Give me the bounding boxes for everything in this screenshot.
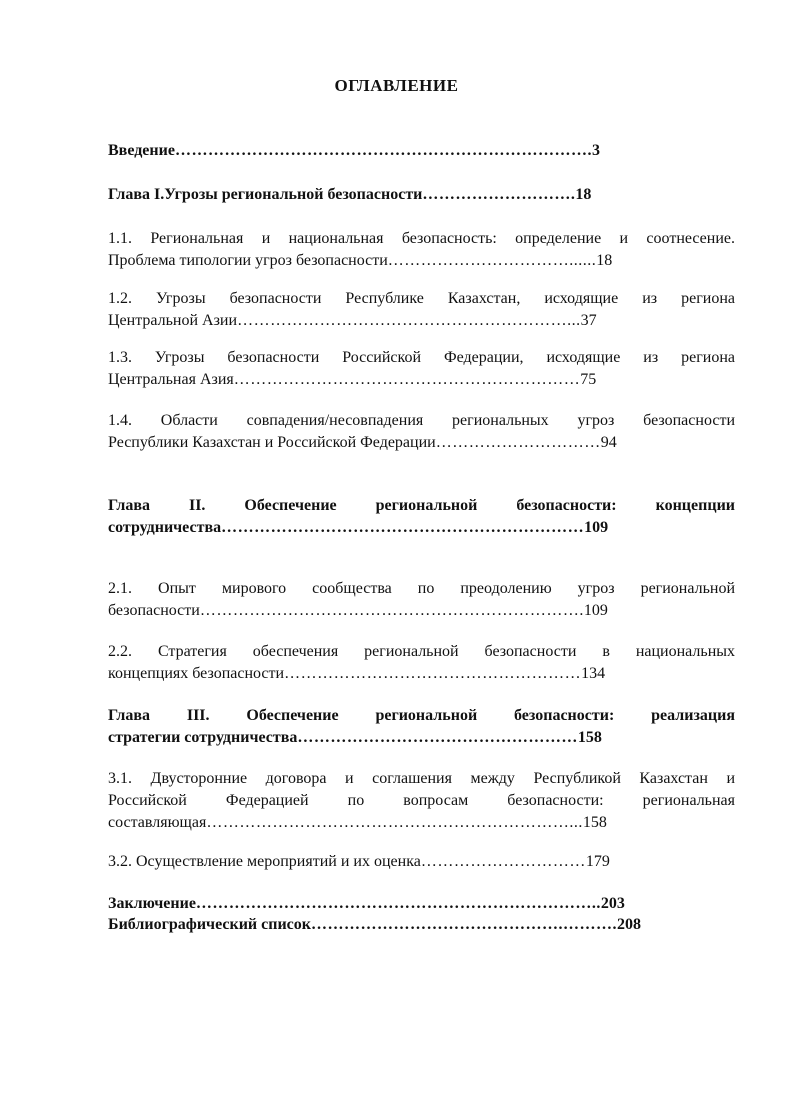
page-number: 94 (600, 434, 617, 451)
toc-entry-title: Глава I.Угрозы региональной безопасности (108, 186, 423, 203)
toc-entry-chapter-3 (108, 705, 735, 749)
leader-dots: ……………………………………………………………. (199, 602, 584, 619)
page-number: 37 (580, 312, 597, 329)
toc-entry-section-2-1 (108, 578, 735, 622)
page-number: 75 (580, 371, 597, 388)
toc-entry-section-3-1 (108, 768, 735, 834)
toc-entry-title: безопасности (108, 602, 200, 619)
toc-entry-chapter-2 (108, 495, 735, 539)
toc-entry-section-1-2 (108, 288, 735, 332)
toc-entry-introduction (108, 140, 735, 162)
toc-entry-conclusion (108, 893, 735, 915)
toc-entry-title-line1: 1.1. Региональная и национальная безопасность: определение и соотнесение. (108, 230, 735, 247)
leader-dots: ……………………………………….………. (310, 916, 617, 933)
leader-dots: ……………………………………………… (284, 665, 582, 682)
page-number: 158 (582, 814, 607, 831)
leader-dots: ……………………………...... (387, 252, 597, 269)
toc-entry-title-line1: 2.2. Стратегия обеспечения региональной безопасности в национальных (108, 643, 735, 660)
toc-entry-title-line1: 1.3. Угрозы безопасности Российской Федерации, исходящие из региона (108, 349, 735, 366)
toc-entry-bibliography (108, 914, 735, 936)
toc-entry-title-line1: 1.2. Угрозы безопасности Республике Казахстан, исходящие из региона (108, 290, 735, 307)
toc-entry-title-line1: Глава II. Обеспечение региональной безопасности: концепции (108, 497, 735, 514)
toc-entry-title-line1: 2.1. Опыт мирового сообщества по преодолению угроз региональной (108, 580, 735, 597)
page-number: 158 (577, 729, 602, 746)
leader-dots: ………………………………………………………… (221, 519, 585, 536)
page-number: 134 (581, 665, 606, 682)
toc-entry-section-1-3 (108, 347, 735, 391)
toc-entry-title-line2: Российской Федерацией по вопросам безопасности: региональная (108, 792, 735, 809)
toc-entry-section-3-2 (108, 851, 735, 873)
toc-entry-title: сотрудничества (108, 519, 222, 536)
toc-entry-chapter-1 (108, 184, 735, 206)
toc-entry-section-1-1 (108, 228, 735, 272)
toc-entry-title: Центральной Азии (108, 312, 238, 329)
leader-dots: ………………………… (435, 434, 601, 451)
toc-entry-title: Республики Казахстан и Российской Федерации (108, 434, 436, 451)
leader-dots: ……………………………………………………………….. (195, 895, 601, 912)
leader-dots: ………………………… (420, 853, 586, 870)
toc-entry-title: Центральная Азия (108, 371, 234, 388)
toc-entry-title-line1: Глава III. Обеспечение региональной безопасности: реализация (108, 707, 735, 724)
toc-entry-title: Введение (108, 142, 175, 159)
toc-entry-title: Проблема типологии угроз безопасности (108, 252, 388, 269)
toc-entry-title: составляющая (108, 814, 207, 831)
page-number: 109 (584, 519, 609, 536)
leader-dots: ………………………. (422, 186, 576, 203)
page-title: ОГЛАВЛЕНИЕ (334, 76, 459, 95)
leader-dots: …………………………………………… (297, 729, 578, 746)
page-number: 3 (591, 142, 600, 159)
toc-entry-title: 3.2. Осуществление мероприятий и их оценка (108, 853, 421, 870)
toc-entry-title: концепциях безопасности (108, 665, 285, 682)
leader-dots: ……………………………………………………… (233, 371, 581, 388)
leader-dots: …………………………………………………………... (206, 814, 583, 831)
toc-entry-title: Заключение (108, 895, 196, 912)
toc-entry-title: стратегии сотрудничества (108, 729, 298, 746)
page-number: 109 (583, 602, 608, 619)
page-number: 203 (600, 895, 625, 912)
page-number: 179 (585, 853, 610, 870)
toc-entry-title-line1: 1.4. Области совпадения/несовпадения региональных угроз безопасности (108, 412, 735, 429)
page-number: 18 (596, 252, 613, 269)
page-number: 18 (575, 186, 592, 203)
toc-entry-title: Библиографический список (108, 916, 311, 933)
toc-entry-section-1-4 (108, 410, 735, 454)
page-number: 208 (616, 916, 641, 933)
leader-dots: …………………………………………………………………. (174, 142, 592, 159)
toc-entry-title-line1: 3.1. Двусторонние договора и соглашения между Республикой Казахстан и (108, 770, 735, 787)
leader-dots: ……………………………………………………... (237, 312, 581, 329)
toc-entry-section-2-2 (108, 641, 735, 685)
